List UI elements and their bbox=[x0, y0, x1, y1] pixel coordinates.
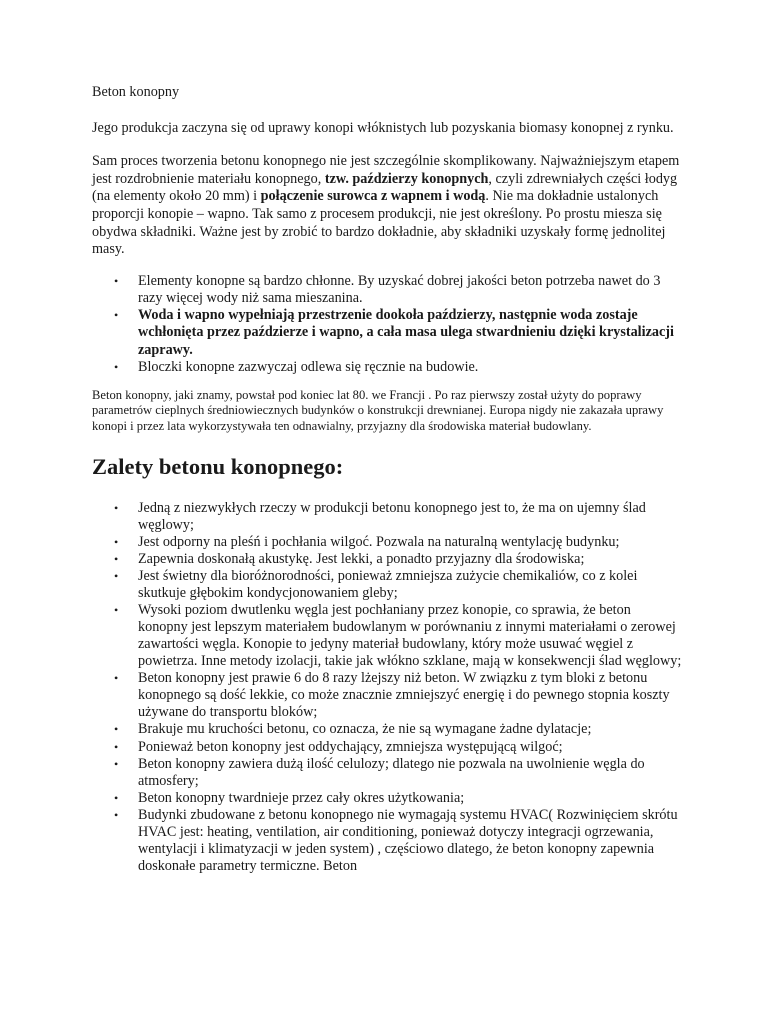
list-item bbox=[92, 602, 682, 670]
list-item bbox=[92, 551, 682, 568]
list-item bbox=[92, 534, 682, 551]
list-item bbox=[92, 739, 682, 756]
paragraph-intro: Jego produkcja zaczyna się od uprawy konopi włóknistych lub pozyskania biomasy konopnej z rynku. bbox=[92, 119, 674, 136]
bold-text-run: połączenie surowca z wapnem i wodą bbox=[260, 188, 486, 205]
list-item-text: Elementy konopne są bardzo chłonne. By uzyskać dobrej jakości beton potrzeba nawet do 3 razy więcej wody niż sama mieszanina. bbox=[138, 272, 661, 306]
text-run: Sam proces tworzenia betonu konopnego nie jest szczególnie skomplikowany. Najważniejszym etapem jest rozdrobnienie materiału konopnego, bbox=[92, 153, 680, 187]
list-item-text: Beton konopny twardnieje przez cały okres użytkowania; bbox=[138, 789, 465, 806]
bold-text-run: tzw. paździerzy konopnych bbox=[324, 170, 489, 187]
list-item-text: Woda i wapno wypełniają przestrzenie dookoła paździerzy, następnie woda zostaje wchłonięta przez paździerze i wapno, a cała masa ulega stwardnieniu dzięki krystalizacji zaprawy. bbox=[138, 307, 674, 358]
list-item-text: Wysoki poziom dwutlenku węgla jest pochłaniany przez konopie, co sprawia, że beton konopny jest lepszym materiałem budowlanym w porównaniu z innymi materiałami o zerowej zawartości węgla. Konopie to jedyny materiał budowlany, który może usuwać węgiel z powietrza. Inne metody izolacji, takie jak włókno szklane, mają w konsekwencji ślad węglowy; bbox=[138, 602, 682, 670]
bullet-icon: • bbox=[114, 308, 119, 323]
list-item bbox=[92, 568, 682, 602]
bullet-icon: • bbox=[114, 807, 119, 822]
bullet-icon: • bbox=[114, 569, 119, 584]
list-item bbox=[92, 790, 682, 807]
bullet-icon: • bbox=[114, 273, 119, 288]
list-item bbox=[92, 273, 682, 307]
document-title: Beton konopny bbox=[92, 84, 180, 100]
bullet-icon: • bbox=[114, 359, 119, 374]
paragraph-history: Beton konopny, jaki znamy, powstał pod koniec lat 80. we Francji . Po raz pierwszy został użyty do poprawy parametrów cieplnych średniowiecznych budynków o konstrukcji drewnianej. Europa nigdy nie zakazała uprawy konopi i przez lata wykorzystywała ten odnawialny, przyjazny dla środowiska materiał budowlany. bbox=[92, 387, 664, 433]
list-item-text: Beton konopny zawiera dużą ilość celulozy; dlatego nie pozwala na uwolnienie węgla do atmosfery; bbox=[138, 755, 645, 789]
list-item bbox=[92, 307, 682, 359]
bullet-icon: • bbox=[114, 739, 119, 754]
bullet-icon: • bbox=[114, 500, 119, 515]
paragraph-process bbox=[92, 153, 682, 259]
list-item-text: Budynki zbudowane z betonu konopnego nie wymagają systemu HVAC( Rozwinięciem skrótu HVAC jest: heating, ventilation, air conditioning, ponieważ dotyczy integracji ogrzewania, wentylacji i klimatyzacji w jeden system) , częściowo dlatego, że beton konopny zapewnia doskonałe parametry termiczne. Beton bbox=[138, 806, 678, 874]
text-run: , czyli zdrewniałych części łodyg (na elementy około 20 mm) i bbox=[92, 170, 678, 205]
bullet-icon: • bbox=[114, 790, 119, 805]
list-item bbox=[92, 807, 682, 875]
section-heading: Zalety betonu konopnego: bbox=[92, 453, 344, 479]
bullet-icon: • bbox=[114, 722, 119, 737]
bullet-icon: • bbox=[114, 671, 119, 686]
text-run: . Nie ma dokładnie ustalonych proporcji konopie – wapno. Tak samo z procesem produkcji, nie jest określony. Po prostu miesza się obydwa składniki. Ważne jest by zrobić to bardzo dokładnie, aby składniki uzyskały formę jednolitej masy. bbox=[92, 188, 666, 258]
bullet-list-advantages bbox=[92, 500, 682, 875]
list-item bbox=[92, 756, 682, 790]
list-item-text: Bloczki konopne zazwyczaj odlewa się ręcznie na budowie. bbox=[138, 358, 479, 375]
bullet-icon: • bbox=[114, 552, 119, 566]
list-item-text: Zapewnia doskonałą akustykę. Jest lekki, a ponadto przyjazny dla środowiska; bbox=[138, 551, 585, 567]
bullet-icon: • bbox=[114, 603, 119, 618]
list-item bbox=[92, 500, 682, 534]
list-item bbox=[92, 359, 682, 376]
list-item-text: Ponieważ beton konopny jest oddychający, zmniejsza występującą wilgoć; bbox=[138, 738, 563, 755]
list-item-text: Jest odporny na pleśń i pochłania wilgoć. Pozwala na naturalną wentylację budynku; bbox=[138, 533, 620, 550]
list-item-text: Jest świetny dla bioróżnorodności, ponieważ zmniejsza zużycie chemikaliów, co z kolei skutkuje głębokim kondycjonowaniem gleby; bbox=[138, 568, 638, 602]
document-body bbox=[92, 84, 682, 875]
bullet-icon: • bbox=[114, 756, 119, 771]
list-item-text: Beton konopny jest prawie 6 do 8 razy lżejszy niż beton. W związku z tym bloki z betonu konopnego są dość lekkie, co może znacznie zmniejszyć energię i do pewnego stopnia koszty używane do transportu bloków; bbox=[138, 670, 670, 721]
list-item-text: Brakuje mu kruchości betonu, co oznacza, że nie są wymagane żadne dylatacje; bbox=[138, 721, 592, 738]
list-item-text: Jedną z niezwykłych rzeczy w produkcji betonu konopnego jest to, że ma on ujemny ślad węglowy; bbox=[138, 499, 646, 533]
list-item bbox=[92, 670, 682, 721]
bullet-list-process bbox=[92, 273, 682, 376]
bullet-icon: • bbox=[114, 534, 119, 549]
list-item bbox=[92, 721, 682, 738]
